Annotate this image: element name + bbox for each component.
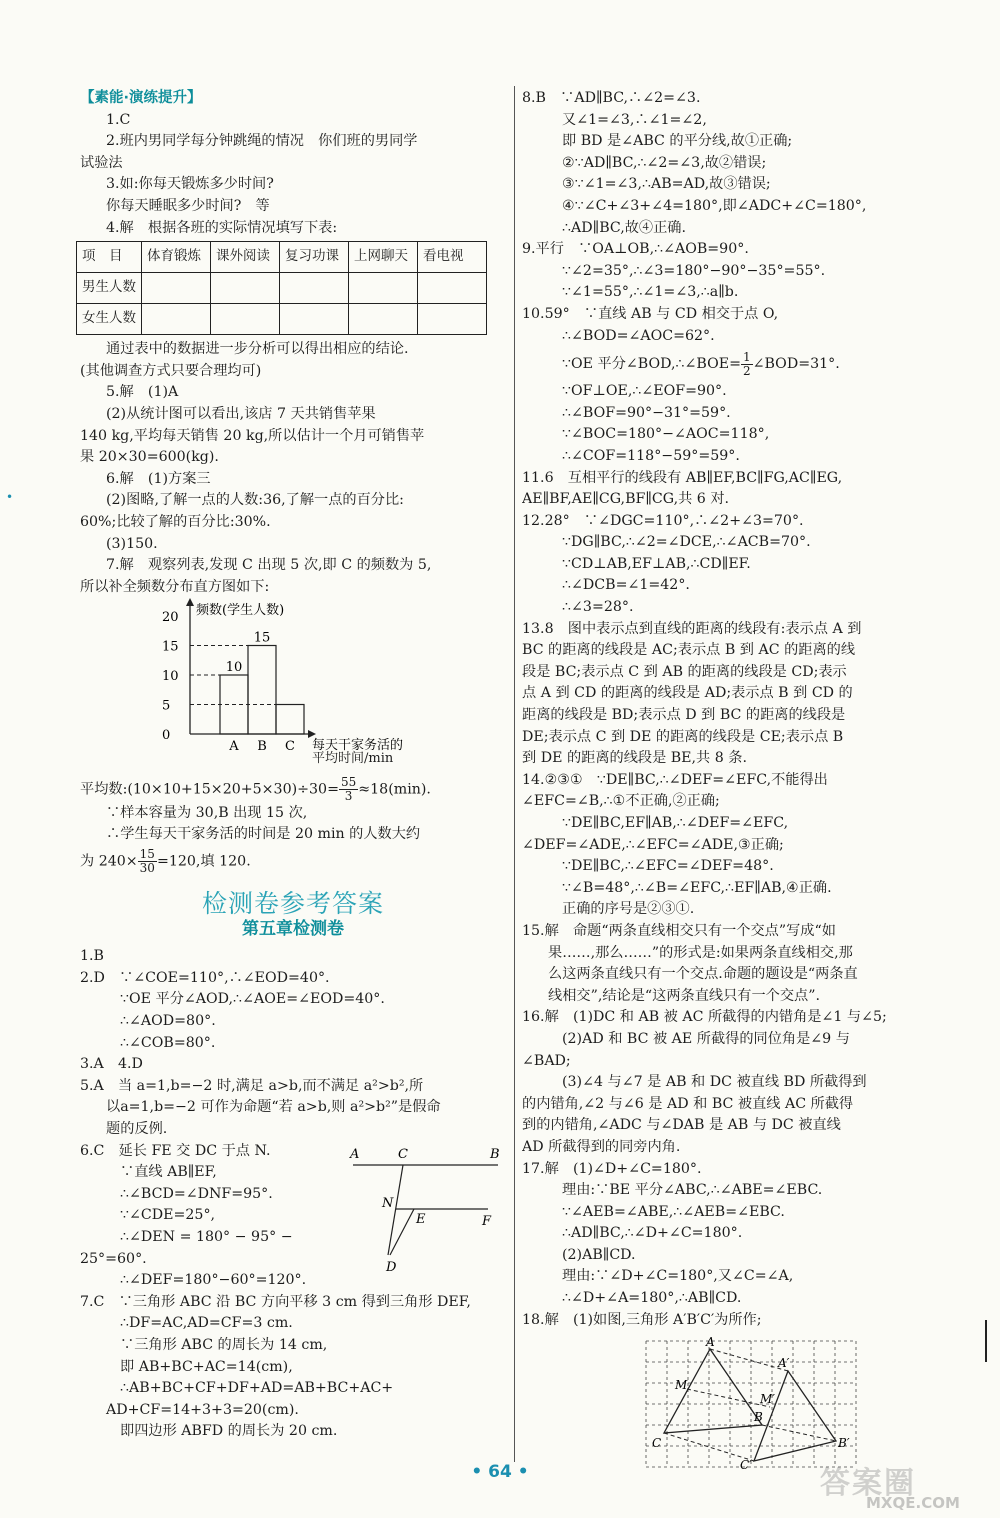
text-line: ∴AB+BC+CF+DF+AD=AB+BC+AC+ <box>120 1380 394 1397</box>
text-line: 题的反例. <box>106 1121 168 1137</box>
table-header-cell: 项 目 <box>77 242 142 273</box>
table-row <box>77 304 487 335</box>
text-line: 试验法 <box>80 154 123 171</box>
text-line: ∵∠CDE=25°, <box>120 1207 216 1224</box>
text-line: ∴∠BOF=90°−31°=59°. <box>562 404 731 421</box>
svg-text:D: D <box>386 1259 397 1275</box>
table-header-cell: 复习功课 <box>280 242 349 273</box>
text-line: DE;表示点 C 到 DE 的距离的线段是 CE;表示点 B <box>522 728 844 745</box>
text-line: AD 所截得到的同旁内角. <box>522 1138 681 1155</box>
text-line: (2)图略,了解一点的人数:36,了解一点的百分比: <box>106 492 404 509</box>
text-line: (2)AB∥CD. <box>562 1246 636 1263</box>
table-header-cell: 看电视 <box>418 242 487 273</box>
text-line: 理由:∵∠D+∠C=180°,又∠C=∠A, <box>562 1268 794 1285</box>
boe-line: ∵OE 平分∠BOD,∴∠BOE= $\frac{1}{2}$ ∠BOD=31°. <box>562 349 840 378</box>
question-6 <box>80 1141 506 1292</box>
text-line: ∴学生每天干家务活的时间是 20 min 的人数大约 <box>106 826 421 843</box>
text-line: (2)从统计图可以看出,该店 7 天共销售苹果 <box>106 405 376 422</box>
text-line: 1.C <box>106 111 131 128</box>
svg-text:B: B <box>754 1410 763 1425</box>
frequency-histogram <box>80 598 500 756</box>
y-tick-label: 10 <box>162 669 179 685</box>
section-heading: 【素能·演练提升】 <box>80 90 202 106</box>
left-block-c <box>80 803 506 846</box>
text-line: 理由:∵BE 平分∠ABC,∴∠ABE=∠EBC. <box>562 1182 823 1199</box>
text-line: 所以补全频数分布直方图如下: <box>80 578 270 595</box>
text-line: 4.解 根据各班的实际情况填写下表: <box>106 219 338 236</box>
text-line: (2)AD 和 BC 被 AE 所截得的同位角是∠9 与 <box>562 1030 850 1047</box>
left-column <box>80 88 506 1443</box>
y-tick-label: 0 <box>162 728 171 744</box>
svg-text:C: C <box>398 1146 408 1162</box>
text-line: ∵∠B=48°,∴∠B=∠EFC,∴EF∥AB,④正确. <box>562 879 832 896</box>
text-line: 即 AB+BC+AC=14(cm), <box>120 1358 293 1375</box>
svg-text:N: N <box>382 1195 394 1211</box>
text-line: ∴∠COB=80°. <box>120 1034 216 1051</box>
text-line: ∵∠1=55°,∴∠1=∠3,∴a∥b. <box>562 284 739 301</box>
text-line: 3.如:你每天锻炼多少时间? <box>106 176 274 193</box>
text-line: ②∵AD∥BC,∴∠2=∠3,故②错误; <box>562 154 767 171</box>
text-line: 又∠1=∠3,∴∠1=∠2, <box>562 111 707 128</box>
text-line: ∵DE∥BC,EF∥AB,∴∠DEF=∠EFC, <box>562 815 789 831</box>
text-line: ∴AD∥BC,故④正确. <box>562 219 687 236</box>
histogram-bar <box>276 705 304 735</box>
text-line: 3.A 4.D <box>80 1056 143 1073</box>
right-column <box>522 88 952 1471</box>
category-label: C <box>285 739 295 755</box>
y-axis-arrow <box>186 598 194 606</box>
watermark-logo: 答案圈 <box>820 1466 916 1501</box>
text-line: ∵DE∥BC,∴∠EFC=∠DEF=48°. <box>562 858 774 875</box>
text-line: 果……,那么……”的形式是:如果两条直线相交,那 <box>548 944 853 961</box>
text-line: 段是 BC;表示点 C 到 AB 的距离的线段是 CD;表示 <box>522 663 847 680</box>
right-block-a <box>522 88 952 347</box>
text-line: 即 BD 是∠ABC 的平分线,故①正确; <box>562 133 793 150</box>
text-line: ∵∠2=35°,∴∠3=180°−90°−35°=55°. <box>562 262 826 279</box>
svg-text:B′: B′ <box>838 1436 850 1451</box>
row-label: 女生人数 <box>77 304 142 335</box>
svg-text:A: A <box>350 1146 360 1162</box>
histogram-bar <box>248 646 276 735</box>
text-line: AE∥BF,AE∥CG,BF∥CG,共 6 对. <box>522 491 730 508</box>
text-line: 17.解 (1)∠D+∠C=180°. <box>522 1160 702 1177</box>
text-line: 11.6 互相平行的线段有 AB∥EF,BC∥FG,AC∥EG, <box>522 469 843 486</box>
text-line: ∠DEF=∠ADE,∴∠EFC=∠ADE,③正确; <box>522 836 784 853</box>
right-block-b <box>522 381 952 1331</box>
svg-text:E: E <box>416 1211 426 1227</box>
text-line: ∴∠AOD=80°. <box>120 1013 216 1030</box>
text-line: ∠BAD; <box>522 1052 571 1069</box>
q18-grid-figure <box>642 1337 862 1471</box>
text-line: ∴AD∥BC,∴∠D+∠C=180°. <box>562 1225 743 1242</box>
text-line: 正确的序号是②③①. <box>562 901 695 918</box>
text-line: 9.平行 ∵OA⊥OB,∴∠AOB=90°. <box>522 241 749 258</box>
margin-dot: • <box>6 490 14 504</box>
text-line: ∴∠BOD=∠AOC=62°. <box>562 327 715 344</box>
text-line: ∴∠DEN = 180° − 95° − <box>120 1228 293 1245</box>
text-line: ∠EFC=∠B,∴①不正确,②正确; <box>522 793 720 810</box>
table-header-cell: 上网聊天 <box>349 242 418 273</box>
text-line: 的内错角,∠2 与∠6 是 AD 和 BC 被直线 AC 所截得 <box>522 1095 854 1112</box>
y-axis-label: 频数(学生人数) <box>196 603 285 619</box>
text-line: 25°=60°. <box>80 1250 147 1267</box>
text-line: ∵直线 AB∥EF, <box>120 1164 217 1181</box>
text-line: 7.C ∵三角形 ABC 沿 BC 方向平移 3 cm 得到三角形 DEF, <box>80 1293 471 1310</box>
svg-text:A′: A′ <box>778 1356 790 1371</box>
text-line: ∵OE 平分∠AOD,∴∠AOE=∠EOD=40°. <box>120 991 385 1008</box>
text-line: ③∵∠1=∠3,∴AB=AD,故③错误; <box>562 176 771 193</box>
text-line: 2.D ∵∠COE=110°,∴∠EOD=40°. <box>80 969 330 986</box>
svg-text:M′: M′ <box>760 1392 776 1407</box>
text-line: ∴∠DEF=180°−60°=120°. <box>120 1272 307 1289</box>
text-line: ∴∠D+∠A=180°,∴AB∥CD. <box>562 1290 742 1307</box>
text-line: 8.B ∵AD∥BC,∴∠2=∠3. <box>522 90 701 106</box>
y-tick-label: 20 <box>162 610 179 626</box>
x-axis-label-1: 每天干家务活的 <box>312 738 404 754</box>
text-line: 18.解 (1)如图,三角形 A′B′C′为所作; <box>522 1311 762 1328</box>
category-label: B <box>257 739 267 755</box>
category-label: A <box>229 739 239 755</box>
svg-text:C′: C′ <box>740 1458 752 1472</box>
text-line: 即四边形 ABFD 的周长为 20 cm. <box>120 1423 338 1440</box>
left-block-b <box>80 339 506 598</box>
text-line: ∴DF=AC,AD=CF=3 cm. <box>120 1315 293 1332</box>
margin-mark <box>985 1320 987 1362</box>
svg-text:A: A <box>706 1337 715 1350</box>
text-line: (3)150. <box>106 535 158 552</box>
svg-text:B: B <box>490 1146 500 1162</box>
y-tick-label: 5 <box>162 698 171 714</box>
text-line: 点 A 到 CD 的距离的线段是 AD;表示点 B 到 CD 的 <box>522 685 853 702</box>
estimate-fraction: $\frac{15}{30}$ <box>139 848 155 876</box>
text-line: 7.解 观察列表,发现 C 出现 5 次,即 C 的频数为 5, <box>106 557 432 574</box>
mean-line: 平均数:(10×10+15×20+5×30)÷30= $\frac{55}{3}$ ≈18(min). <box>80 775 431 803</box>
column-divider <box>514 86 515 1462</box>
table-row <box>77 273 487 304</box>
text-line: 60%;比较了解的百分比:30%. <box>80 513 271 530</box>
text-line: 么这两条直线只有一个交点.命题的题设是“两条直 <box>548 966 858 983</box>
x-axis-arrow <box>308 730 316 738</box>
mean-fraction: $\frac{55}{3}$ <box>340 775 357 803</box>
text-line: BC 的距离的线段是 AC;表示点 B 到 AC 的距离的线 <box>522 642 856 659</box>
table-header-cell: 体育锻炼 <box>142 242 211 273</box>
text-line: 通过表中的数据进一步分析可以得出相应的结论. <box>106 341 409 358</box>
survey-table <box>76 241 487 335</box>
text-line: 12.28° ∵∠DGC=110°,∴∠2+∠3=70°. <box>522 512 804 529</box>
text-line: 10.59° ∵直线 AB 与 CD 相交于点 O, <box>522 305 779 322</box>
text-line: ∵OF⊥OE,∴∠EOF=90°. <box>562 383 727 400</box>
estimate-line: 为 240× $\frac{15}{30}$ =120,填 120. <box>80 848 251 876</box>
text-line: (其他调查方式只要合理均可) <box>80 362 262 379</box>
chapter-title: 第五章检测卷 <box>242 918 344 939</box>
text-line: 15.解 命题“两条直线相交只有一个交点”写成“如 <box>522 922 836 939</box>
q6-figure <box>348 1145 508 1275</box>
bar-value-label: 15 <box>253 630 271 646</box>
text-line: ∵DG∥BC,∴∠2=∠DCE,∴∠ACB=70°. <box>562 534 811 551</box>
text-line: 6.解 (1)方案三 <box>106 470 211 487</box>
text-line: 2.班内男同学每分钟跳绳的情况 你们班的男同学 <box>106 133 418 150</box>
text-line: ∴∠COF=118°−59°=59°. <box>562 447 740 464</box>
svg-text:F: F <box>482 1213 492 1229</box>
text-line: (3)∠4 与∠7 是 AB 和 DC 被直线 BD 所截得到 <box>562 1074 867 1091</box>
row-label: 男生人数 <box>77 273 142 304</box>
boe-fraction: $\frac{1}{2}$ <box>742 349 751 378</box>
text-line: 你每天睡眠多少时间? 等 <box>106 197 270 214</box>
text-line: 到的内错角,∠ADC 与∠DAB 是 AB 与 DC 被直线 <box>522 1117 841 1134</box>
svg-text:M: M <box>675 1378 688 1393</box>
left-block-d <box>80 946 506 1140</box>
left-block-a <box>80 110 506 240</box>
text-line: 13.8 图中表示点到直线的距离的线段有:表示点 A 到 <box>522 620 862 637</box>
text-line: 1.B <box>80 948 104 965</box>
text-line: 140 kg,平均每天销售 20 kg,所以估计一个月可销售苹 <box>80 427 425 444</box>
page-title: 检测卷参考答案 <box>201 889 384 919</box>
text-line: ∵∠BOC=180°−∠AOC=118°, <box>562 426 770 443</box>
text-line: ∵∠AEB=∠ABE,∴∠AEB=∠EBC. <box>562 1203 785 1220</box>
table-header-cell: 课外阅读 <box>211 242 280 273</box>
bar-value-label: 10 <box>225 660 243 676</box>
watermark-url: MXQE.COM <box>866 1494 960 1512</box>
text-line: ∵样本容量为 30,B 出现 15 次, <box>106 804 308 821</box>
text-line: ∵CD⊥AB,EF⊥AB,∴CD∥EF. <box>562 555 751 572</box>
text-line: 到 DE 的距离的线段是 BE,共 8 条. <box>522 750 747 767</box>
y-tick-label: 15 <box>162 639 179 655</box>
text-line: 5.解 (1)A <box>106 384 179 401</box>
text-line: 果 20×30=600(kg). <box>80 449 219 466</box>
text-line: ∴∠DCB=∠1=42°. <box>562 577 690 594</box>
text-line: ∴∠3=28°. <box>562 599 634 616</box>
text-line: ∴∠BCD=∠DNF=95°. <box>120 1185 273 1202</box>
text-line: 线相交”,结论是“这两条直线只有一个交点”. <box>548 987 820 1004</box>
text-line: 5.A 当 a=1,b=−2 时,满足 a>b,而不满足 a²>b²,所 <box>80 1077 424 1094</box>
text-line: ∵三角形 ABC 的周长为 14 cm, <box>120 1336 328 1353</box>
text-line: 以a=1,b=−2 可作为命题“若 a>b,则 a²>b²”是假命 <box>106 1099 441 1116</box>
text-line: AD+CF=14+3+3=20(cm). <box>106 1401 299 1418</box>
table-header-row <box>77 242 487 273</box>
text-line: 6.C 延长 FE 交 DC 于点 N. <box>80 1142 271 1159</box>
page-number: • 64 • <box>471 1462 529 1482</box>
svg-text:C: C <box>652 1436 662 1451</box>
x-axis-label-2: 平均时间/min <box>312 751 394 767</box>
text-line: ④∵∠C+∠3+∠4=180°,即∠ADC+∠C=180°, <box>562 197 867 214</box>
left-block-e <box>80 1292 506 1443</box>
text-line: 14.②③① ∵DE∥BC,∴∠DEF=∠EFC,不能得出 <box>522 771 828 788</box>
text-line: 16.解 (1)DC 和 AB 被 AC 所截得的内错角是∠1 与∠5; <box>522 1009 887 1026</box>
text-line: 距离的线段是 BD;表示点 D 到 BC 的距离的线段是 <box>522 707 846 724</box>
